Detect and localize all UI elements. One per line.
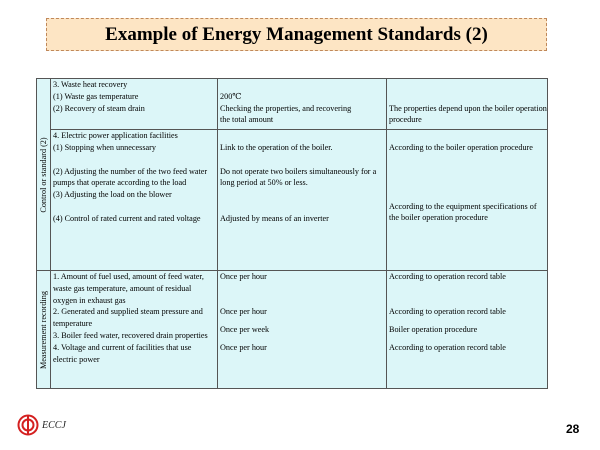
control-section-label-cell <box>37 79 51 271</box>
measurement-item: 1. Amount of fuel used, amount of feed water, waste gas temperature, amount of residual oxygen in exhaust gas <box>53 272 204 305</box>
control-section-label: Control or standard (2) <box>38 136 48 213</box>
rated-current-standard: Adjusted by means of an inverter <box>220 214 329 224</box>
measurement-frequency: Once per hour <box>220 307 267 317</box>
stopping-standard: Link to the operation of the boiler. <box>220 142 333 152</box>
table-row <box>37 79 548 130</box>
table-cell <box>387 271 548 389</box>
steam-drain-standard-a: Checking the properties, and recovering <box>220 103 352 113</box>
rated-current-item: (4) Control of rated current and rated voltage <box>53 213 201 223</box>
table-cell <box>51 130 218 271</box>
waste-gas-temp-item: (1) Waste gas temperature <box>53 91 139 101</box>
steam-drain-remark: The properties depend upon the boiler operation procedure <box>389 103 547 125</box>
measurement-frequency: Once per hour <box>220 272 267 281</box>
standards-table <box>36 78 548 389</box>
title-box <box>46 18 547 51</box>
page-title: Example of Energy Management Standards (2) <box>105 23 488 45</box>
measurement-remark: According to operation record table <box>389 307 506 317</box>
measurement-item: 4. Voltage and current of facilities that use electric power <box>53 342 192 364</box>
measurement-remark: Boiler operation procedure <box>389 325 478 335</box>
table-row <box>37 130 548 271</box>
table-cell <box>51 271 218 389</box>
waste-gas-temp-value: 200℃ <box>220 91 242 101</box>
table-cell <box>218 271 387 389</box>
stopping-remark: According to the boiler operation procedure <box>389 142 533 152</box>
measurement-section-label: Measurement recording <box>38 290 48 369</box>
steam-drain-item: (2) Recovery of steam drain <box>53 103 145 113</box>
measurement-item: 3. Boiler feed water, recovered drain properties <box>53 330 208 340</box>
measurement-remark: According to operation record table <box>389 272 506 281</box>
table-cell <box>387 79 548 130</box>
table-row <box>37 271 548 389</box>
measurement-item: 2. Generated and supplied steam pressure and temperature <box>53 307 203 329</box>
page-number: 28 <box>566 422 580 436</box>
eccj-logo <box>17 414 66 436</box>
measurement-frequency: Once per week <box>220 325 270 335</box>
table-cell <box>387 130 548 271</box>
blower-item: (3) Adjusting the load on the blower <box>53 190 172 200</box>
feed-pump-item: (2) Adjusting the number of the two feed water pumps that operate according to the load <box>53 166 208 188</box>
table-cell <box>218 79 387 130</box>
eccj-logo-text: ECCJ <box>42 419 66 431</box>
waste-heat-heading: 3. Waste heat recovery <box>53 80 128 89</box>
table-cell <box>51 79 218 130</box>
table-cell <box>218 130 387 271</box>
stopping-item: (1) Stopping when unnecessary <box>53 142 157 152</box>
steam-drain-standard-b: the total amount <box>220 115 274 125</box>
measurement-section-label-cell <box>37 271 51 389</box>
feed-pump-standard: Do not operate two boilers simultaneously for a long period at 50% or less. <box>220 166 377 188</box>
eccj-logo-icon <box>17 414 39 436</box>
measurement-frequency: Once per hour <box>220 342 267 352</box>
electric-heading: 4. Electric power application facilities <box>53 131 178 140</box>
measurement-remark: According to operation record table <box>389 342 506 352</box>
rated-current-remark: According to the equipment specifications of the boiler operation procedure <box>389 201 537 223</box>
